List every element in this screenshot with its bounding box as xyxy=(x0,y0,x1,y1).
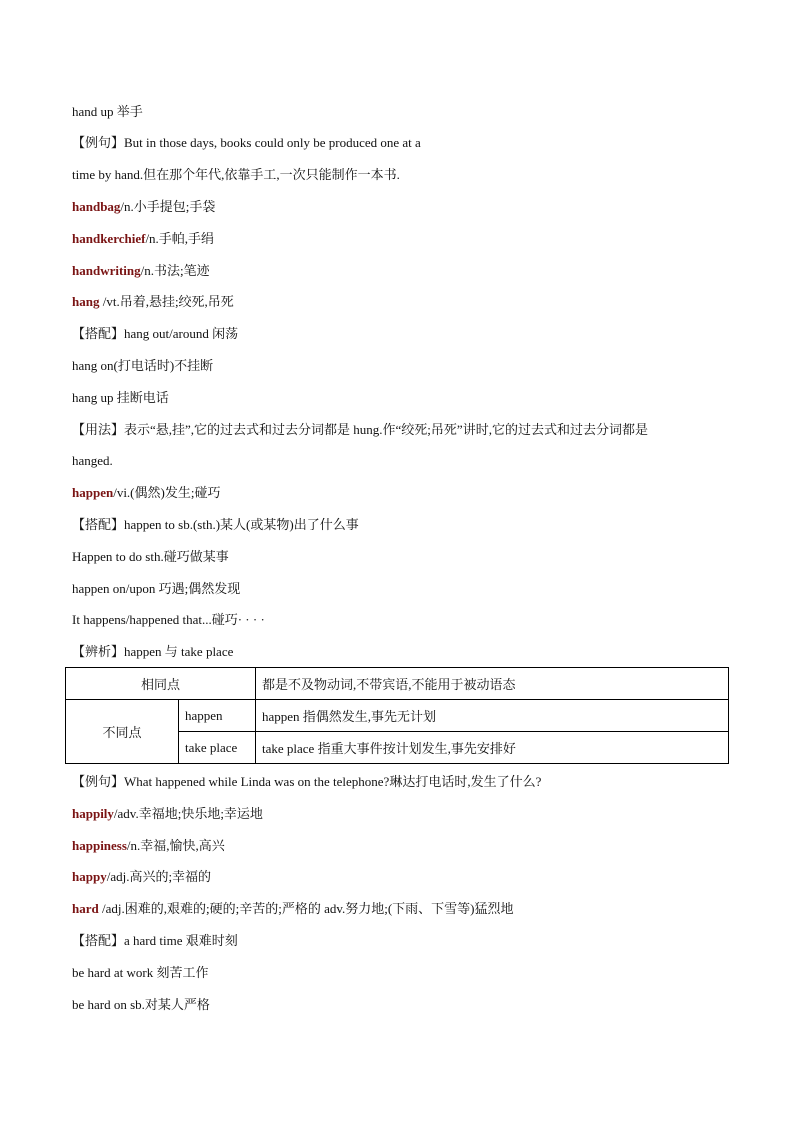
collocation-text: be hard on sb.对某人严格 xyxy=(72,997,210,1012)
definition: /n.小手提包;手袋 xyxy=(120,199,216,214)
line-3 xyxy=(72,166,400,184)
line-2 xyxy=(72,134,421,152)
same-text-cell: 都是不及物动词,不带宾语,不能用于被动语态 xyxy=(256,668,729,700)
line-1 xyxy=(72,103,143,121)
headword: handkerchief xyxy=(72,231,146,246)
entry-hang xyxy=(72,293,234,311)
definition: /n.手帕,手绢 xyxy=(145,231,215,246)
entry-happiness xyxy=(72,837,225,855)
headword: happiness xyxy=(72,838,127,853)
headword: hard xyxy=(72,901,99,916)
collocation-text: happen on/upon 巧遇;偶然发现 xyxy=(72,581,241,596)
line-18 xyxy=(72,643,233,661)
headword: handbag xyxy=(72,199,121,214)
entry-happily xyxy=(72,805,263,823)
example-text: time by hand.但在那个年代,依靠手工,一次只能制作一本书. xyxy=(72,167,400,182)
line-25 xyxy=(72,964,208,982)
comparison-table xyxy=(65,667,729,764)
definition: /vt.吊着,悬挂;绞死,吊死 xyxy=(99,294,234,309)
line-12 xyxy=(72,452,113,470)
headword: happy xyxy=(72,869,107,884)
entry-handkerchief xyxy=(72,230,214,248)
word-cell: take place xyxy=(179,732,256,764)
entry-happen xyxy=(72,484,220,502)
entry-text: hand up 举手 xyxy=(72,104,143,119)
entry-handbag xyxy=(72,198,215,216)
collocation-text: hang on(打电话时)不挂断 xyxy=(72,358,214,373)
line-14 xyxy=(72,516,359,534)
line-9 xyxy=(72,357,213,375)
line-8 xyxy=(72,325,238,343)
entry-handwriting xyxy=(72,262,210,280)
collocation-text: be hard at work 刻苦工作 xyxy=(72,965,209,980)
headword: happen xyxy=(72,485,114,500)
desc-cell: take place 指重大事件按计划发生,事先安排好 xyxy=(256,732,729,764)
definition: /n.书法;笔迹 xyxy=(140,263,210,278)
example-text: 【例句】But in those days, books could only be produced one at a xyxy=(72,135,421,150)
definition: /adv.幸福地;快乐地;幸运地 xyxy=(113,806,263,821)
line-17 xyxy=(72,611,265,629)
collocation-text: Happen to do sth.碰巧做某事 xyxy=(72,549,229,564)
collocation-text: 【搭配】a hard time 艰难时刻 xyxy=(72,933,238,948)
definition: /n.幸福,愉快,高兴 xyxy=(126,838,225,853)
line-26 xyxy=(72,996,210,1014)
collocation-text: 【搭配】happen to sb.(sth.)某人(或某物)出了什么事 xyxy=(72,517,359,532)
headword: happily xyxy=(72,806,114,821)
usage-text: hanged. xyxy=(72,453,113,468)
table-row xyxy=(66,668,729,700)
line-19 xyxy=(72,773,541,791)
same-label-cell: 相同点 xyxy=(66,668,256,700)
definition: /vi.(偶然)发生;碰巧 xyxy=(113,485,221,500)
table-row xyxy=(66,700,729,732)
line-16 xyxy=(72,580,240,598)
usage-text: 【用法】表示“悬,挂”,它的过去式和过去分词都是 hung.作“绞死;吊死”讲时,它的过去式和过去分词都是 xyxy=(72,422,648,437)
headword: handwriting xyxy=(72,263,141,278)
collocation-text: 【搭配】hang out/around 闲荡 xyxy=(72,326,239,341)
definition: /adj.困难的,艰难的;硬的;辛苦的;严格的 adv.努力地;(下雨、下雪等)猛烈地 xyxy=(98,901,514,916)
entry-happy xyxy=(72,868,211,886)
collocation-text: hang up 挂断电话 xyxy=(72,390,169,405)
line-10 xyxy=(72,389,169,407)
line-24 xyxy=(72,932,238,950)
diff-label-cell: 不同点 xyxy=(66,700,179,764)
entry-hard xyxy=(72,900,514,918)
example-text: 【例句】What happened while Linda was on the telephone?琳达打电话时,发生了什么? xyxy=(72,774,542,789)
collocation-text: It happens/happened that...碰巧· · · · xyxy=(72,612,265,627)
headword: hang xyxy=(72,294,100,309)
definition: /adj.高兴的;幸福的 xyxy=(106,869,212,884)
distinction-text: 【辨析】happen 与 take place xyxy=(72,644,234,659)
word-cell: happen xyxy=(179,700,256,732)
desc-cell: happen 指偶然发生,事先无计划 xyxy=(256,700,729,732)
line-11 xyxy=(72,421,648,439)
line-15 xyxy=(72,548,229,566)
